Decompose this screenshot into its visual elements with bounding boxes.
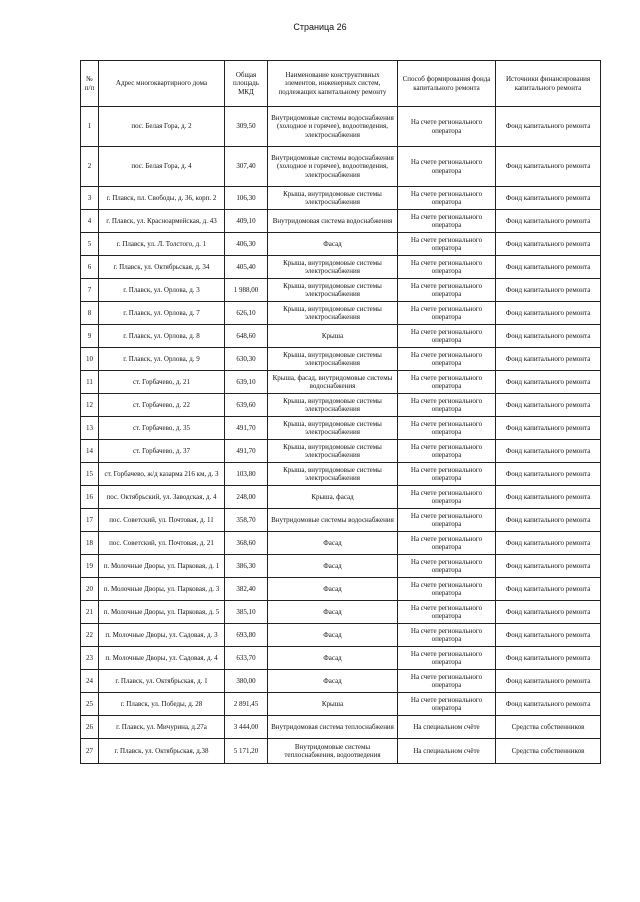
cell-method: На счете регионального оператора [398,486,496,509]
cell-source: Фонд капитального ремонта [496,555,601,578]
cell-method: На счете регионального оператора [398,601,496,624]
cell-elements: Внутридомовые системы водоснабжения (холодное и горячее), водоотведения, электроснабжения [268,147,398,187]
cell-num: 2 [81,147,99,187]
cell-source: Фонд капитального ремонта [496,394,601,417]
table-row [81,624,601,647]
cell-area: 103,80 [225,463,268,486]
cell-num: 25 [81,693,99,716]
cell-elements: Крыша, внутридомовые системы электроснабжения [268,256,398,279]
cell-num: 1 [81,107,99,147]
cell-elements: Внутридомовая система водоснабжения [268,210,398,233]
cell-area: 382,40 [225,578,268,601]
table-row [81,371,601,394]
cell-method: На счете регионального оператора [398,532,496,555]
cell-source: Фонд капитального ремонта [496,670,601,693]
table-header-row [81,61,601,107]
cell-method: На счете регионального оператора [398,647,496,670]
cell-source: Средства собственников [496,716,601,739]
cell-num: 14 [81,440,99,463]
table-row [81,279,601,302]
header-source: Источники финансирования капитального ремонта [496,61,601,107]
cell-area: 385,10 [225,601,268,624]
cell-source: Фонд капитального ремонта [496,532,601,555]
cell-method: На счете регионального оператора [398,325,496,348]
table-row [81,555,601,578]
cell-method: На специальном счёте [398,739,496,764]
cell-elements: Фасад [268,233,398,256]
table-row [81,210,601,233]
cell-num: 4 [81,210,99,233]
cell-num: 16 [81,486,99,509]
cell-address: г. Плавск, ул. Красноармейская, д. 43 [99,210,225,233]
cell-address: г. Плавск, пл. Свободы, д. 36, корп. 2 [99,187,225,210]
cell-num: 15 [81,463,99,486]
table-row [81,348,601,371]
table-row [81,233,601,256]
cell-area: 358,70 [225,509,268,532]
cell-method: На счете регионального оператора [398,256,496,279]
cell-address: г. Плавск, ул. Октябрьская, д. 34 [99,256,225,279]
table-row [81,578,601,601]
cell-method: На счете регионального оператора [398,187,496,210]
cell-source: Фонд капитального ремонта [496,187,601,210]
cell-area: 5 171,20 [225,739,268,764]
table-row [81,509,601,532]
cell-address: г. Плавск, ул. Октябрьская, д. 1 [99,670,225,693]
cell-num: 13 [81,417,99,440]
cell-area: 693,80 [225,624,268,647]
cell-address: пос. Советский, ул. Почтовая, д. 11 [99,509,225,532]
cell-method: На счете регионального оператора [398,624,496,647]
cell-area: 405,40 [225,256,268,279]
table-row [81,440,601,463]
page-title: Страница 26 [293,22,347,32]
cell-num: 5 [81,233,99,256]
cell-num: 18 [81,532,99,555]
cell-num: 7 [81,279,99,302]
cell-elements: Крыша, внутридомовые системы электроснабжения [268,302,398,325]
cell-source: Фонд капитального ремонта [496,440,601,463]
cell-area: 648,60 [225,325,268,348]
table-row [81,107,601,147]
cell-method: На счете регионального оператора [398,233,496,256]
cell-source: Фонд капитального ремонта [496,279,601,302]
cell-address: г. Плавск, ул. Орлова, д. 8 [99,325,225,348]
cell-address: г. Плавск, ул. Октябрьская, д.38 [99,739,225,764]
cell-num: 20 [81,578,99,601]
cell-source: Фонд капитального ремонта [496,256,601,279]
cell-elements: Крыша, внутридомовые системы электроснабжения [268,187,398,210]
cell-elements: Фасад [268,555,398,578]
cell-elements: Крыша, внутридомовые системы электроснабжения [268,279,398,302]
cell-elements: Фасад [268,670,398,693]
cell-source: Фонд капитального ремонта [496,578,601,601]
cell-address: п. Молочные Дворы, ул. Парковая, д. 1 [99,555,225,578]
table-row [81,394,601,417]
table-body [81,107,601,764]
cell-area: 639,10 [225,371,268,394]
cell-source: Фонд капитального ремонта [496,647,601,670]
cell-source: Фонд капитального ремонта [496,693,601,716]
repair-program-table [80,60,601,764]
cell-method: На счете регионального оператора [398,463,496,486]
cell-address: г. Плавск, ул. Победы, д. 28 [99,693,225,716]
cell-area: 491,70 [225,440,268,463]
cell-elements: Крыша, фасад [268,486,398,509]
cell-source: Фонд капитального ремонта [496,147,601,187]
cell-area: 409,10 [225,210,268,233]
cell-elements: Крыша, внутридомовые системы электроснабжения [268,440,398,463]
cell-method: На счете регионального оператора [398,210,496,233]
cell-elements: Фасад [268,532,398,555]
cell-source: Средства собственников [496,739,601,764]
table-row [81,601,601,624]
cell-elements: Фасад [268,647,398,670]
cell-source: Фонд капитального ремонта [496,210,601,233]
table-row [81,532,601,555]
cell-elements: Внутридомовые системы водоснабжения (холодное и горячее), водоотведения, электроснабжения [268,107,398,147]
cell-method: На счете регионального оператора [398,302,496,325]
cell-source: Фонд капитального ремонта [496,463,601,486]
cell-num: 19 [81,555,99,578]
cell-area: 248,00 [225,486,268,509]
cell-address: ст. Горбачево, ж/д казарма 216 км, д. 3 [99,463,225,486]
cell-elements: Фасад [268,624,398,647]
cell-num: 21 [81,601,99,624]
cell-method: На счете регионального оператора [398,348,496,371]
cell-method: На счете регионального оператора [398,440,496,463]
cell-source: Фонд капитального ремонта [496,601,601,624]
cell-num: 11 [81,371,99,394]
cell-area: 386,30 [225,555,268,578]
cell-method: На счете регионального оператора [398,394,496,417]
cell-area: 626,10 [225,302,268,325]
cell-source: Фонд капитального ремонта [496,371,601,394]
cell-elements: Фасад [268,578,398,601]
table-row [81,693,601,716]
header-address: Адрес многоквартирного дома [99,61,225,107]
cell-source: Фонд капитального ремонта [496,486,601,509]
cell-address: ст. Горбачево, д. 37 [99,440,225,463]
cell-source: Фонд капитального ремонта [496,624,601,647]
table-row [81,256,601,279]
cell-address: пос. Белая Гора, д. 4 [99,147,225,187]
cell-elements: Внутридомовые системы теплоснабжения, водоотведения [268,739,398,764]
cell-area: 368,60 [225,532,268,555]
table-row [81,463,601,486]
cell-source: Фонд капитального ремонта [496,509,601,532]
cell-area: 380,00 [225,670,268,693]
cell-source: Фонд капитального ремонта [496,348,601,371]
cell-num: 26 [81,716,99,739]
cell-address: г. Плавск, ул. Л. Толстого, д. 1 [99,233,225,256]
cell-address: пос. Советский, ул. Почтовая, д. 21 [99,532,225,555]
header-num: № п/п [81,61,99,107]
cell-address: г. Плавск, ул. Орлова, д. 9 [99,348,225,371]
cell-area: 106,30 [225,187,268,210]
table-row [81,739,601,764]
cell-address: ст. Горбачево, д. 22 [99,394,225,417]
cell-num: 23 [81,647,99,670]
cell-num: 17 [81,509,99,532]
cell-num: 10 [81,348,99,371]
cell-method: На специальном счёте [398,716,496,739]
cell-area: 630,30 [225,348,268,371]
cell-method: На счете регионального оператора [398,670,496,693]
cell-elements: Внутридомовая система теплоснабжения [268,716,398,739]
cell-method: На счете регионального оператора [398,555,496,578]
cell-area: 639,60 [225,394,268,417]
cell-address: пос. Белая Гора, д. 2 [99,107,225,147]
cell-address: г. Плавск, ул. Орлова, д. 7 [99,302,225,325]
cell-num: 8 [81,302,99,325]
header-area: Общая площадь МКД [225,61,268,107]
cell-method: На счете регионального оператора [398,578,496,601]
cell-area: 2 891,45 [225,693,268,716]
cell-num: 22 [81,624,99,647]
cell-elements: Внутридомовые системы водоснабжения [268,509,398,532]
cell-method: На счете регионального оператора [398,693,496,716]
table-row [81,325,601,348]
cell-address: г. Плавск, ул. Мичурина, д.27а [99,716,225,739]
cell-area: 1 988,00 [225,279,268,302]
cell-num: 3 [81,187,99,210]
cell-elements: Крыша, фасад, внутридомовые системы водоснабжения [268,371,398,394]
cell-num: 12 [81,394,99,417]
cell-area: 3 444,00 [225,716,268,739]
cell-method: На счете регионального оператора [398,279,496,302]
table-row [81,486,601,509]
cell-source: Фонд капитального ремонта [496,325,601,348]
cell-area: 633,70 [225,647,268,670]
cell-area: 491,70 [225,417,268,440]
cell-address: ст. Горбачево, д. 21 [99,371,225,394]
cell-elements: Крыша, внутридомовые системы электроснабжения [268,394,398,417]
cell-method: На счете регионального оператора [398,147,496,187]
cell-method: На счете регионального оператора [398,509,496,532]
cell-address: пос. Октябрьский, ул. Заводская, д. 4 [99,486,225,509]
cell-source: Фонд капитального ремонта [496,233,601,256]
table-row [81,716,601,739]
cell-elements: Крыша [268,325,398,348]
table-row [81,647,601,670]
table-row [81,187,601,210]
cell-method: На счете регионального оператора [398,107,496,147]
cell-num: 27 [81,739,99,764]
cell-elements: Крыша, внутридомовые системы электроснабжения [268,417,398,440]
cell-method: На счете регионального оператора [398,371,496,394]
cell-num: 24 [81,670,99,693]
cell-elements: Фасад [268,601,398,624]
header-method: Способ формирования фонда капитального ремонта [398,61,496,107]
table-row [81,302,601,325]
cell-address: г. Плавск, ул. Орлова, д. 3 [99,279,225,302]
cell-elements: Крыша [268,693,398,716]
table-row [81,670,601,693]
cell-elements: Крыша, внутридомовые системы электроснабжения [268,348,398,371]
cell-source: Фонд капитального ремонта [496,107,601,147]
table-row [81,417,601,440]
cell-area: 309,50 [225,107,268,147]
cell-num: 6 [81,256,99,279]
cell-area: 307,40 [225,147,268,187]
header-elements: Наименование конструктивных элементов, инженерных систем, подлежащих капитальному ремонту [268,61,398,107]
cell-source: Фонд капитального ремонта [496,302,601,325]
cell-address: п. Молочные Дворы, ул. Садовая, д. 3 [99,624,225,647]
cell-elements: Крыша, внутридомовые системы электроснабжения [268,463,398,486]
cell-address: ст. Горбачево, д. 35 [99,417,225,440]
table-row [81,147,601,187]
cell-area: 406,30 [225,233,268,256]
cell-address: п. Молочные Дворы, ул. Садовая, д. 4 [99,647,225,670]
cell-address: п. Молочные Дворы, ул. Парковая, д. 3 [99,578,225,601]
cell-address: п. Молочные Дворы, ул. Парковая, д. 5 [99,601,225,624]
cell-method: На счете регионального оператора [398,417,496,440]
cell-num: 9 [81,325,99,348]
cell-source: Фонд капитального ремонта [496,417,601,440]
